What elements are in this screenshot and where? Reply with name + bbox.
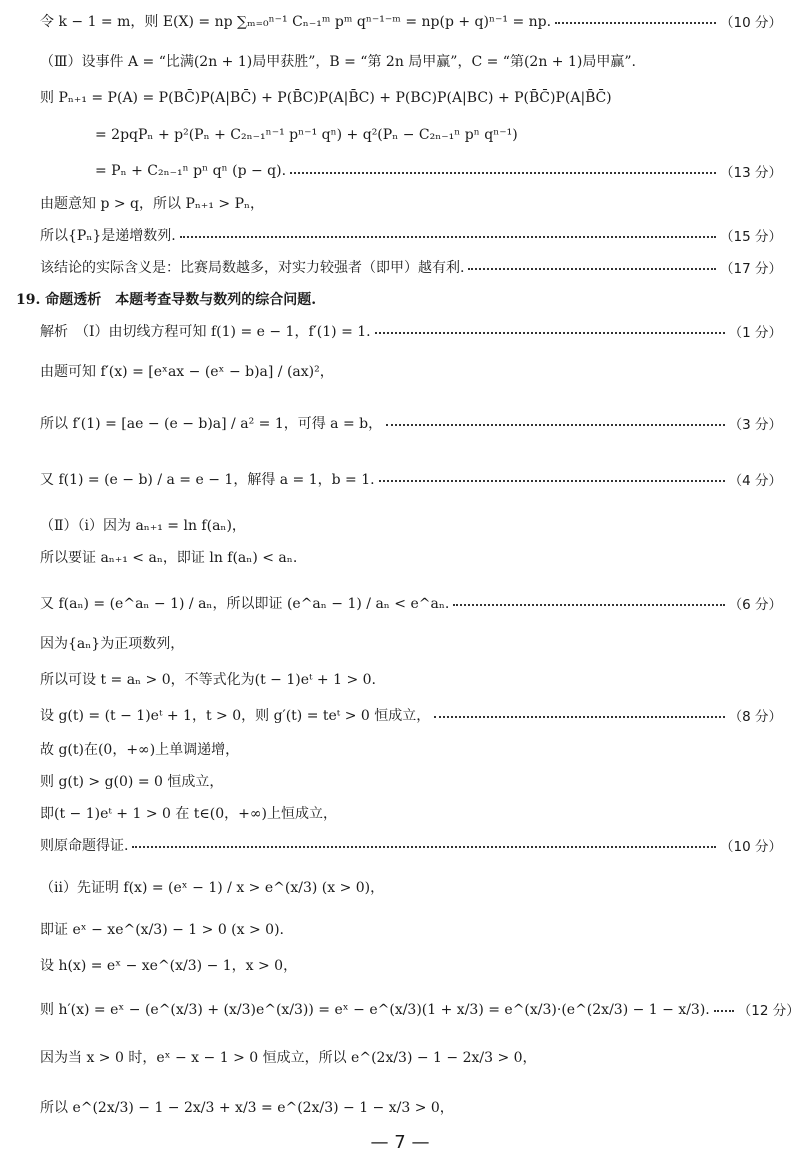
score-marker: （15 分） [720,229,782,245]
line-text: 所以要证 aₙ₊₁ < aₙ，即证 ln f(aₙ) < aₙ. [40,550,298,566]
solution-line [40,666,782,692]
solution-line [95,122,782,148]
score-marker: （10 分） [720,15,782,31]
line-text: （Ⅱ）（ⅰ）因为 aₙ₊₁ = ln f(aₙ)， [40,518,246,534]
solution-line [95,158,782,184]
score-marker: （10 分） [720,839,782,855]
line-text: 因为当 x > 0 时，eˣ − x − 1 > 0 恒成立，所以 e^(2x/3) − 1 − 2x/3 > 0， [40,1050,537,1066]
line-text: 解析 （Ⅰ）由切线方程可知 f(1) = e − 1，f′(1) = 1. [40,324,371,340]
leader-dots [434,716,724,718]
leader-dots [132,846,716,848]
solution-line [40,410,782,436]
line-text: 即证 eˣ − xe^(x/3) − 1 > 0 (x > 0). [40,922,284,938]
line-text: （Ⅲ）设事件 A = “比满(2n + 1)局甲获胜”，B = “第 2n 局甲赢”，C = “第(2n + 1)局甲赢”. [40,54,636,70]
solution-line [40,8,782,34]
line-text: 由题可知 f′(x) = [eˣax − (eˣ − b)a] / (ax)²， [40,364,334,380]
line-text: 设 g(t) = (t − 1)eᵗ + 1，t > 0，则 g′(t) = teᵗ > 0 恒成立， [40,708,431,724]
solution-line [40,630,782,656]
solution-line [40,190,782,216]
line-text: 故 g(t)在(0，+∞)上单调递增， [40,742,240,758]
solution-line [40,358,782,384]
leader-dots [290,172,716,174]
leader-dots [468,268,716,270]
solution-line [40,916,782,942]
line-text: 则 g(t) > g(0) = 0 恒成立， [40,774,224,790]
line-text: 即(t − 1)eᵗ + 1 > 0 在 t∈(0，+∞)上恒成立， [40,806,338,822]
leader-dots [453,604,724,606]
line-text: 又 f(aₙ) = (e^aₙ − 1) / aₙ，所以即证 (e^aₙ − 1) / aₙ < e^aₙ. [40,596,450,612]
line-text: 所以 f′(1) = [ae − (e − b)a] / a² = 1，可得 a = b， [40,416,383,432]
score-marker: （17 分） [720,261,782,277]
score-marker: （6 分） [728,597,782,613]
solution-line [40,1094,782,1120]
solution-line [40,512,782,538]
leader-dots [180,236,716,238]
solution-line [40,222,782,248]
line-text: 则原命题得证. [40,838,129,854]
line-text: 该结论的实际含义是：比赛局数越多，对实力较强者（即甲）越有利. [40,260,465,276]
solution-line [40,996,800,1022]
solution-line [40,84,782,110]
line-text: 所以 e^(2x/3) − 1 − 2x/3 + x/3 = e^(2x/3) − 1 − x/3 > 0， [40,1100,454,1116]
score-marker: （8 分） [728,709,782,725]
line-text: 设 h(x) = eˣ − xe^(x/3) − 1，x > 0， [40,958,298,974]
leader-dots [379,480,725,482]
line-text: 因为{aₙ}为正项数列， [40,636,185,652]
line-text: 又 f(1) = (e − b) / a = e − 1，解得 a = 1，b = 1. [40,472,375,488]
leader-dots [375,332,725,334]
line-text: 则 Pₙ₊₁ = P(A) = P(BC̄)P(A|BC̄) + P(B̄C)P(A|B̄C) + P(BC)P(A|BC) + P(B̄C̄)P(A|B̄C̄) [40,90,612,106]
line-text: 所以{Pₙ}是递增数列. [40,228,176,244]
score-marker: （3 分） [728,417,782,433]
page-number: — 7 — [370,1132,430,1153]
line-text: 所以可设 t = aₙ > 0，不等式化为(t − 1)eᵗ + 1 > 0. [40,672,376,688]
solution-line [40,1044,782,1070]
solution-line [40,466,782,492]
problem-heading [16,286,782,312]
solution-line [40,832,782,858]
score-marker: （1 分） [728,325,782,341]
line-text: 令 k − 1 = m，则 E(X) = np ∑ₘ₌₀ⁿ⁻¹ Cₙ₋₁ᵐ pᵐ qⁿ⁻¹⁻ᵐ = np(p + q)ⁿ⁻¹ = np. [40,14,552,30]
solution-line [40,590,782,616]
solution-line [40,952,782,978]
score-marker: （13 分） [720,165,782,181]
line-text: 由题意知 p > q，所以 Pₙ₊₁ > Pₙ， [40,196,265,212]
leader-dots [555,22,716,24]
solution-line [40,48,782,74]
line-text: 19. 命题透析 本题考查导数与数列的综合问题. [16,292,317,308]
leader-dots [714,1010,734,1012]
line-text: = 2pqPₙ + p²(Pₙ + C₂ₙ₋₁ⁿ⁻¹ pⁿ⁻¹ qⁿ) + q²(Pₙ − C₂ₙ₋₁ⁿ pⁿ qⁿ⁻¹) [95,127,518,143]
leader-dots [386,424,724,426]
solution-line [40,318,782,344]
solution-line [40,544,782,570]
solution-line [40,874,782,900]
solution-line [40,736,782,762]
line-text: = Pₙ + C₂ₙ₋₁ⁿ pⁿ qⁿ (p − q). [95,163,287,179]
solution-line [40,800,782,826]
score-marker: （12 分） [737,1003,800,1019]
solution-line [40,768,782,794]
line-text: 则 h′(x) = eˣ − (e^(x/3) + (x/3)e^(x/3)) = eˣ − e^(x/3)(1 + x/3) = e^(x/3)·(e^(2x/3) − 1 − x/3). [40,1002,710,1018]
score-marker: （4 分） [728,473,782,489]
solution-line [40,254,782,280]
solution-line [40,702,782,728]
line-text: （ⅱ）先证明 f(x) = (eˣ − 1) / x > e^(x/3) (x > 0)， [40,880,385,896]
